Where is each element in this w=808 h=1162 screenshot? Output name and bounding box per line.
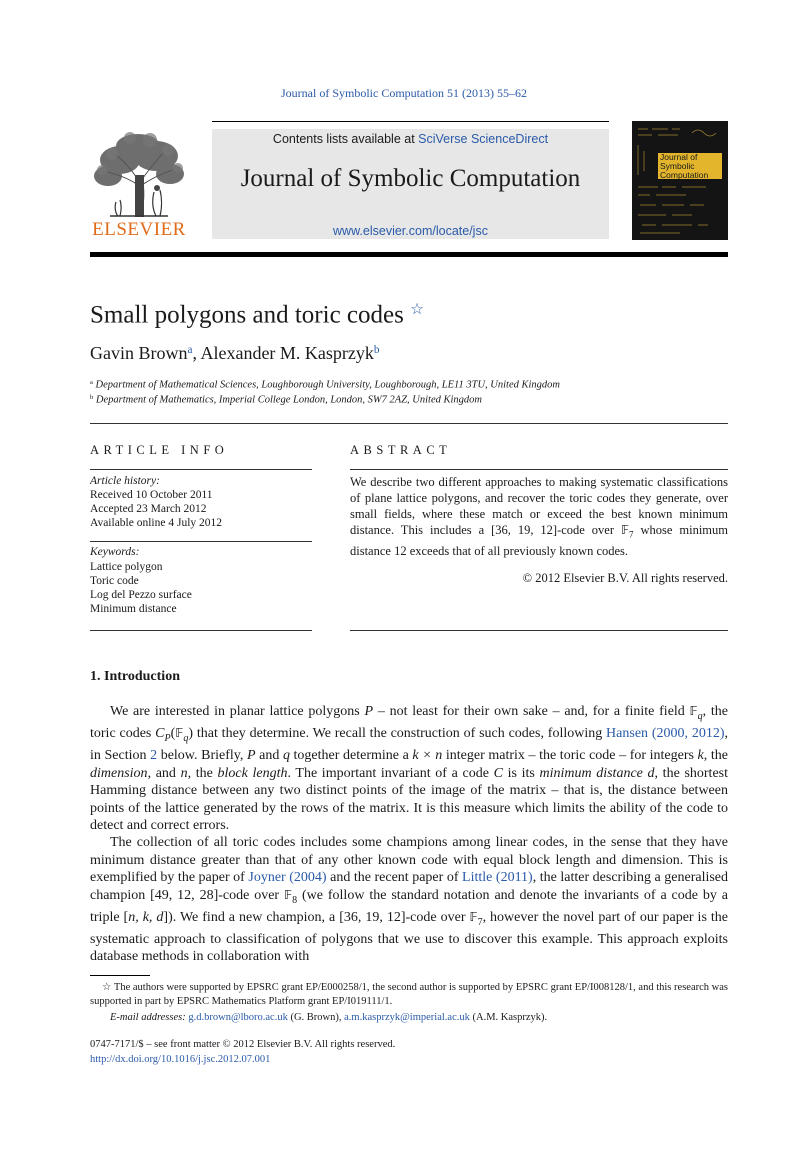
info-bottom-rule <box>90 630 312 631</box>
math-nkd: n, k, d <box>128 909 164 925</box>
author-gavin-brown[interactable]: Gavin Brown <box>90 343 188 363</box>
math-q: q <box>282 748 290 764</box>
text: , the <box>187 765 218 781</box>
journal-reference[interactable]: Journal of Symbolic Computation 51 (2013) 55–62 <box>281 86 527 100</box>
funding-text: The authors were supported by EPSRC grant EP/E000258/1, the second author is supported by EPSRC grant EP/I008128/1, and this research was supported in part by EPSRC Mathematics Platform grant EP/I019111/1. <box>90 982 728 1007</box>
text: ( <box>170 726 176 742</box>
citation-little[interactable]: Little (2011) <box>462 870 533 886</box>
math-C: C <box>155 726 165 742</box>
masthead-top-rule <box>212 121 609 122</box>
text: ]). We find a new champion, a [36, 19, 12]-code over <box>163 909 470 925</box>
article-history-label: Article history: <box>90 475 160 487</box>
cover-title-line-2: Symbolic <box>660 161 695 171</box>
text: – not least for their own sake – and, for a finite field <box>373 704 690 719</box>
journal-url[interactable]: www.elsevier.com/locate/jsc <box>333 224 488 238</box>
math-7-sub: 7 <box>477 916 483 928</box>
funding-footnote <box>90 981 728 1009</box>
author-list <box>90 343 380 364</box>
text: and the recent paper of <box>326 870 463 886</box>
math-q-sub: q <box>697 710 703 722</box>
email-label: E-mail addresses: <box>110 1012 189 1023</box>
keyword-item: Log del Pezzo surface <box>90 589 192 601</box>
paper-title <box>90 300 424 330</box>
field-symbol: 𝔽 <box>620 523 630 537</box>
intro-paragraph-1 <box>90 703 728 966</box>
affiliation-b-text: Department of Mathematics, Imperial College London, London, SW7 2AZ, United Kingdom <box>95 394 483 406</box>
accepted-date: Accepted 23 March 2012 <box>90 503 207 515</box>
math-P: P <box>364 704 374 719</box>
text: . The important invariant of a code <box>287 765 494 781</box>
article-info-heading: ARTICLE INFO <box>90 443 229 457</box>
math-n: n <box>180 765 188 781</box>
math-field: 𝔽 <box>469 909 478 924</box>
math-q-sub: q <box>183 733 189 744</box>
abstract-copyright: © 2012 Elsevier B.V. All rights reserved. <box>522 571 728 585</box>
math-k-times-n: k × n <box>412 748 443 764</box>
math-k: k <box>697 748 704 764</box>
affiliation-a-text: Department of Mathematical Sciences, Loughborough University, Loughborough, LE11 3TU, United Kingdom <box>95 379 561 391</box>
math-8-sub: 8 <box>292 894 298 906</box>
abstract-top-rule <box>350 469 728 470</box>
contents-line <box>212 132 609 146</box>
text: ) that they determine. We recall the construction of such codes, following <box>188 726 607 742</box>
citation-joyner[interactable]: Joyner (2004) <box>248 870 327 886</box>
text: , in Section <box>90 726 728 764</box>
abstract-bottom-rule <box>350 630 728 631</box>
footnote-rule <box>90 975 150 976</box>
email-kasprzyk-name: (A.M. Kasprzyk). <box>469 1012 548 1023</box>
keyword-item: Toric code <box>90 575 139 587</box>
author-separator: , <box>192 343 201 363</box>
affiliation-a <box>90 379 560 391</box>
masthead-bottom-rule <box>90 252 728 257</box>
front-matter-line: 0747-7171/$ – see front matter © 2012 Elsevier B.V. All rights reserved. <box>90 1039 396 1050</box>
text: , the toric codes <box>90 704 728 742</box>
contents-prefix: Contents lists available at <box>272 132 419 146</box>
abstract-text <box>350 474 728 559</box>
email-footnote <box>90 1011 728 1025</box>
sciencedirect-link[interactable]: SciVerse ScienceDirect <box>418 132 549 146</box>
keyword-item: Lattice polygon <box>90 561 163 573</box>
term-dimension: dimension <box>90 765 148 781</box>
info-rule-1 <box>90 469 312 470</box>
keywords-label: Keywords: <box>90 546 140 558</box>
cover-title-line-3: Computation <box>660 170 709 180</box>
section-2-link[interactable]: 2 <box>150 748 158 764</box>
text: , however the novel part of our paper is the systematic approach to classification of polygons that we use to discover this example. This approach exploits database methods in collaboration with <box>90 909 728 965</box>
online-date: Available online 4 July 2012 <box>90 517 223 529</box>
math-P: P <box>246 748 256 764</box>
text: , and <box>147 765 181 781</box>
info-top-rule <box>90 423 728 424</box>
doi-link[interactable]: http://dx.doi.org/10.1016/j.jsc.2012.07.001 <box>90 1054 271 1065</box>
author1-affiliation-mark[interactable]: a <box>187 343 193 356</box>
journal-url-link[interactable] <box>212 224 609 238</box>
doi-link-wrapper[interactable] <box>90 1054 270 1065</box>
abstract-heading: ABSTRACT <box>350 443 452 457</box>
cover-title <box>658 153 722 179</box>
term-minimum-distance: minimum distance d <box>539 765 655 781</box>
text: , the shortest Hamming distance between any two distinct points of the image of the matrix – that is, the distance between points of the lattice generated by the rows of the matrix. It is this measure which limits the ability of the code to detect and correct errors. <box>90 765 728 834</box>
field-subscript: 7 <box>629 529 634 540</box>
info-rule-2 <box>90 541 312 542</box>
received-date: Received 10 October 2011 <box>90 489 213 501</box>
keyword-item: Minimum distance <box>90 603 177 615</box>
text: We are interested in planar lattice polygons <box>110 704 365 719</box>
section-heading-introduction: 1. Introduction <box>90 669 180 684</box>
text: The collection of all toric codes includes some champions among linear codes, in the sense that they have minimum distance greater than that of any other known code with equal block length and dimension. This is exemplified by the paper of <box>90 835 728 886</box>
journal-title: Journal of Symbolic Computation <box>240 165 581 192</box>
math-field: 𝔽 <box>284 887 293 902</box>
math-P-sub: P <box>164 733 171 744</box>
affiliation-b-mark: b <box>90 394 94 401</box>
text: together determine a <box>289 748 413 764</box>
term-block-length: block length <box>217 765 288 781</box>
text: (we follow the standard notation and denote the invariants of a code by a triple [ <box>90 887 729 925</box>
text: , the latter describing a generalised champion [49, 12, 28]-code over <box>90 870 729 903</box>
elsevier-wordmark: ELSEVIER <box>92 219 186 240</box>
citation-hansen[interactable]: Hansen (2000, 2012) <box>606 726 725 742</box>
author-alexander-kasprzyk[interactable]: Alexander M. Kasprzyk <box>200 343 374 363</box>
math-field: 𝔽 <box>175 726 184 741</box>
affiliation-b <box>90 394 482 406</box>
title-footnote-star-icon[interactable]: ☆ <box>410 301 424 318</box>
abstract-part-1: We describe two different approaches to making systematic classifications of plane lattice polygons, and recover the toric codes they generate, over small fields, where these match or exceed the best known minimum distance. This includes a [36, 19, 12]-code over <box>350 475 728 537</box>
paper-title-text: Small polygons and toric codes <box>90 301 404 329</box>
math-field: 𝔽 <box>689 704 698 718</box>
cover-formula-pattern-icon <box>632 121 728 240</box>
math-C: C <box>493 765 503 781</box>
author2-affiliation-mark[interactable]: b <box>373 343 380 356</box>
journal-cover-thumbnail[interactable] <box>632 121 728 240</box>
cover-title-line-1: Journal of <box>660 152 698 162</box>
text: below. Briefly, <box>157 748 247 764</box>
affiliation-a-mark: a <box>90 379 93 386</box>
text: , the <box>703 748 728 764</box>
footnote-star-icon: ☆ <box>102 982 112 993</box>
text: is its <box>502 765 540 781</box>
text: and <box>255 748 283 764</box>
email-kasprzyk-link[interactable]: a.m.kasprzyk@imperial.ac.uk <box>344 1012 470 1023</box>
text: integer matrix – the toric code – for integers <box>442 748 698 764</box>
email-brown-link[interactable]: g.d.brown@lboro.ac.uk <box>188 1012 288 1023</box>
abstract-part-2: whose minimum distance 12 exceeds that of all previously known codes. <box>350 523 729 558</box>
email-brown-name: (G. Brown), <box>287 1012 345 1023</box>
